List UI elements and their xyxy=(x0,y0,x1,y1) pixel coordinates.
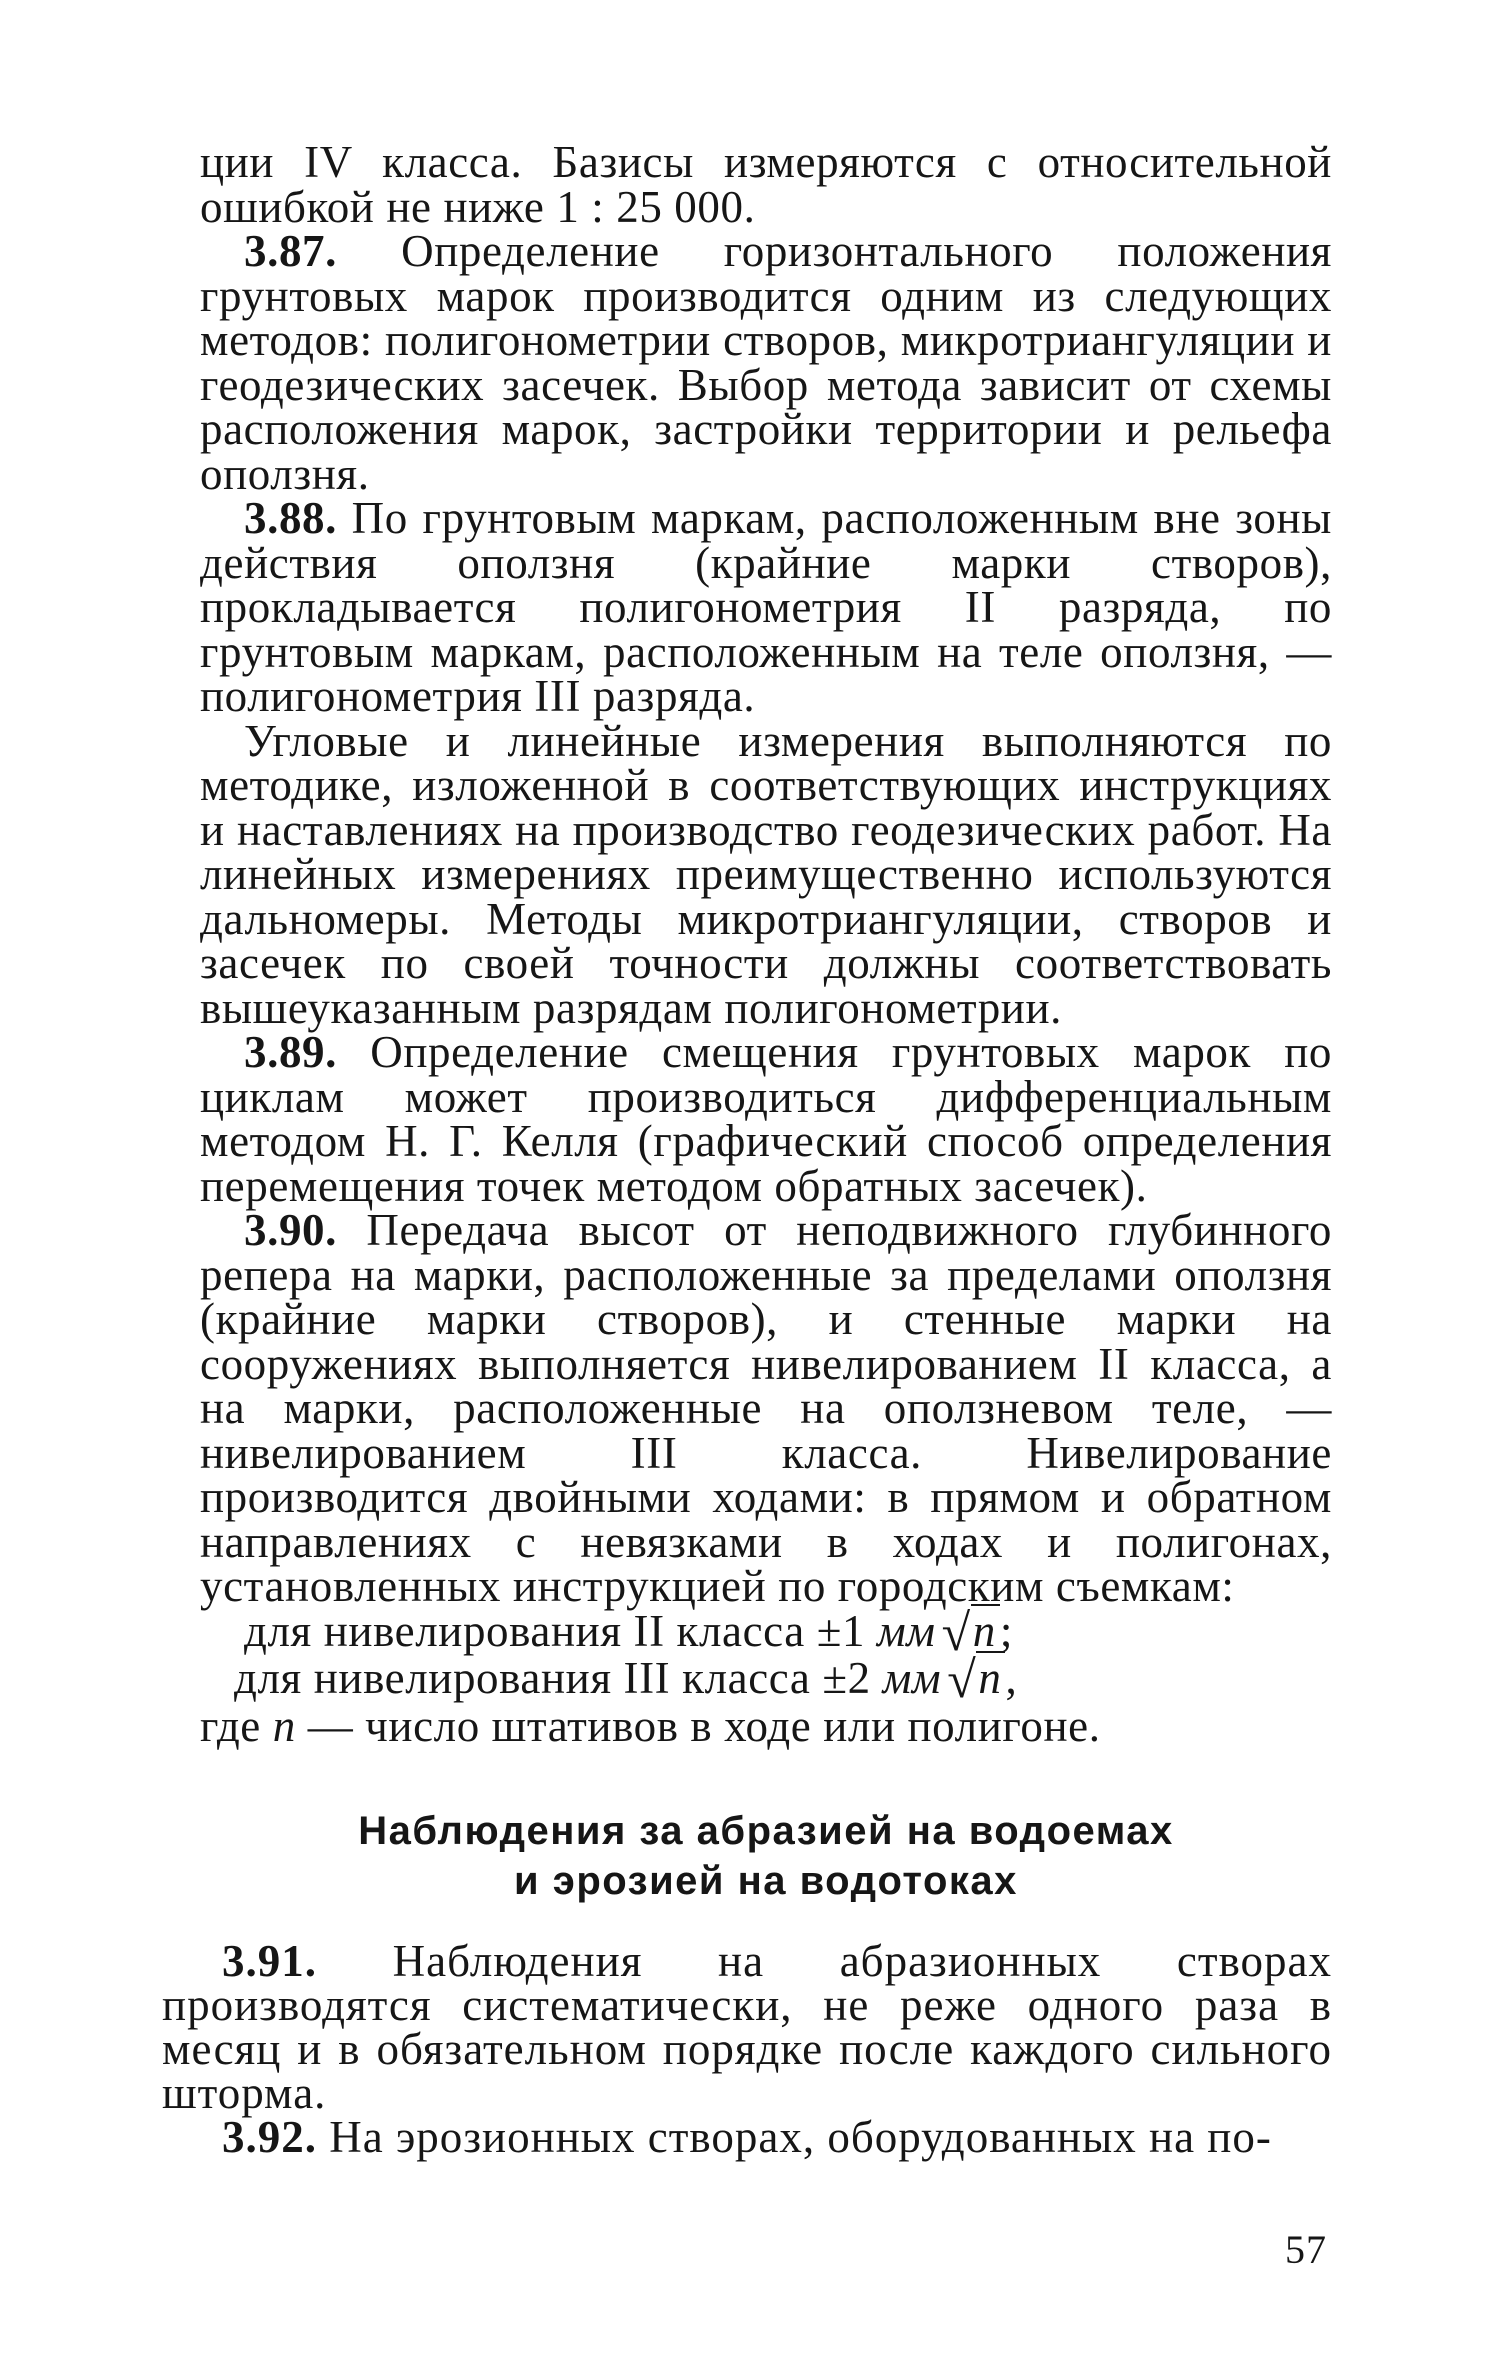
page-number: 57 xyxy=(1285,2227,1327,2272)
paragraph-3-92: 3.92. На эрозионных створах, оборудованных на по- xyxy=(222,2112,1272,2162)
paragraph-3-88: 3.88. По грунтовым маркам, расположенным вне зоны действия оползня (крайние марки створов), прокладывается полигонометрия II разряда, по грунтовым маркам, расположенным на теле оползня, — полигонометрия III разряда. xyxy=(200,493,1332,721)
paragraph-angular-measurements: Угловые и линейные измерения выполняются по методике, изложенной в соответствующих инструкциях и наставлениях на производство геодезических работ. На линейных измерениях преимущественно используются дальномеры. Методы микротриангуляции, створов и засечек по своей точности должны соответствовать вышеуказанным разрядам полигонометрии. xyxy=(200,715,1332,1033)
formula-where-line: где n — число штативов в ходе или полигоне. xyxy=(200,1700,1101,1751)
paragraph-3-91: 3.91. Наблюдения на абразионных створах производятся систематически, не реже одного раза в месяц и в обязательном порядке после каждого сильного шторма. xyxy=(162,1936,1332,2118)
paragraph-number: 3.87. xyxy=(244,226,337,276)
formula-class-2: для нивелирования II класса ±1 мм √n; xyxy=(244,1604,1013,1662)
formula-block xyxy=(200,1604,1332,1751)
body-text-bottom xyxy=(162,1936,1332,2162)
sqrt-symbol: √n xyxy=(936,1609,1000,1657)
paragraph-number: 3.89. xyxy=(244,1027,337,1077)
paragraph-3-89: 3.89. Определение смещения грунтовых марок по циклам может производиться дифференциальным методом Н. Г. Келля (графический способ определения перемещения точек методом обратных засечек). xyxy=(200,1027,1332,1211)
paragraph-number: 3.88. xyxy=(244,493,337,543)
paragraph-3-87: 3.87. Определение горизонтального положения грунтовых марок производится одним из следующих методов: полигонометрии створов, микротриангуляции и геодезических засечек. Выбор метода зависит от схемы расположения марок, застройки территории и рельефа оползня. xyxy=(200,226,1332,499)
paragraph-number: 3.91. xyxy=(222,1936,317,1986)
paragraph-number: 3.92. xyxy=(222,2112,317,2162)
sqrt-symbol: √n xyxy=(941,1656,1005,1704)
paragraph-number: 3.90. xyxy=(244,1205,337,1255)
formula-class-3: для нивелирования III класса ±2 мм √n, xyxy=(234,1652,1018,1709)
section-heading: Наблюдения за абразией на водоемах и эрозией на водотоках xyxy=(358,1809,1174,1903)
body-text-top xyxy=(200,137,1332,1751)
paragraph-continuation: ции IV класса. Базисы измеряются с относительной ошибкой не ниже 1 : 25 000. xyxy=(200,137,1332,232)
paragraph-3-90: 3.90. Передача высот от неподвижного глубинного репера на марки, расположенные за пределами оползня (крайние марки створов), и стенные марки на сооружениях выполняется нивелированием II класса, а на марки, расположенные на оползневом теле, — нивелированием III класса. Нивелирование производится двойными ходами: в прямом и обратном направлениях с невязками в ходах и полигонах, установленных инструкцией по городским съемкам: xyxy=(200,1205,1332,1611)
